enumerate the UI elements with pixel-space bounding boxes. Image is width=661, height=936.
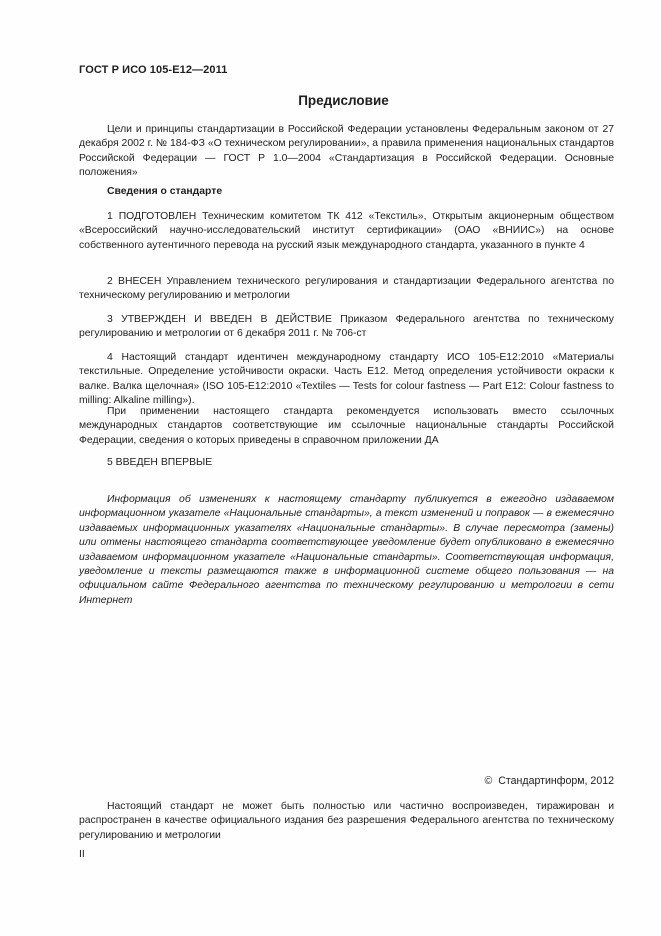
intro-paragraph: Цели и принципы стандартизации в Российской Федерации установлены Федеральным законом от 27 декабря 2002 г. № 184-ФЗ «О техническом регулировании», а правила применения национальных стандартов Российской Федерации — ГОСТ Р 1.0—2004 «Стандартизация в Российской Федерации. Основные положения» [79,124,614,179]
copyright-sign: © [484,775,493,787]
item-3: 3 УТВЕРЖДЕН И ВВЕДЕН В ДЕЙСТВИЕ Приказом Федерального агентства по техническому регулированию и метрологии от 6 декабря 2011 г. № 706-ст [79,314,614,340]
section-subtitle: Сведения о стандарте [107,186,223,197]
reproduction-notice: Настоящий стандарт не может быть полностью или частично воспроизведен, тиражирован и распространен в качестве официального издания без разрешения Федерального агентства по техническому регулированию и метрологии [79,801,614,841]
item-2: 2 ВНЕСЕН Управлением технического регулирования и стандартизации Федерального агентства по техническому регулированию и метрологии [79,276,614,302]
page-number: II [79,849,85,860]
item-5: 5 ВВЕДЕН ВПЕРВЫЕ [107,457,213,468]
item-1: 1 ПОДГОТОВЛЕН Техническим комитетом ТК 412 «Текстиль», Открытым акционерным обществом «Всероссийский научно-исследовательский институт сертификации» (ОАО «ВНИИС») на основе собственного аутентичного перевода на русский язык международного стандарта, указанного в пункте 4 [79,211,614,251]
item-4: 4 Настоящий стандарт идентичен международному стандарту ИСО 105-Е12:2010 «Материалы текстильные. Определение устойчивости окраски. Часть Е12. Метод определения устойчивости окраски к валке. Валка щелочная» (ISO 105-E12:2010 «Textiles — Tests for colour fastness — Part E12: Colour fastness to milling: Alkaline milling»). [79,352,614,407]
document-code: ГОСТ Р ИСО 105-Е12—2011 [79,64,228,76]
changes-notice: Информация об изменениях к настоящему стандарту публикуется в ежегодно издаваемом информационном указателе «Национальные стандарты», а текст изменений и поправок — в ежемесячно издаваемых информационных указателях «Национальные стандарты». В случае пересмотра (замены) или отмены настоящего стандарта соответствующее уведомление будет опубликовано в ежемесячно издаваемом информационном указателе «Национальные стандарты». Соответствующая информация, уведомление и тексты размещаются также в информационной системе общего пользования — на официальном сайте Федерального агентства по техническому регулированию и метрологии в сети Интернет [79,494,614,606]
copyright-text: Стандартинформ, 2012 [498,775,614,787]
page-title: Предисловие [298,93,389,108]
copyright [484,775,614,787]
item-4-note: При применении настоящего стандарта рекомендуется использовать вместо ссылочных международных стандартов соответствующие им ссылочные национальные стандарты Российской Федерации, сведения о которых приведены в справочном приложении ДА [79,406,614,446]
